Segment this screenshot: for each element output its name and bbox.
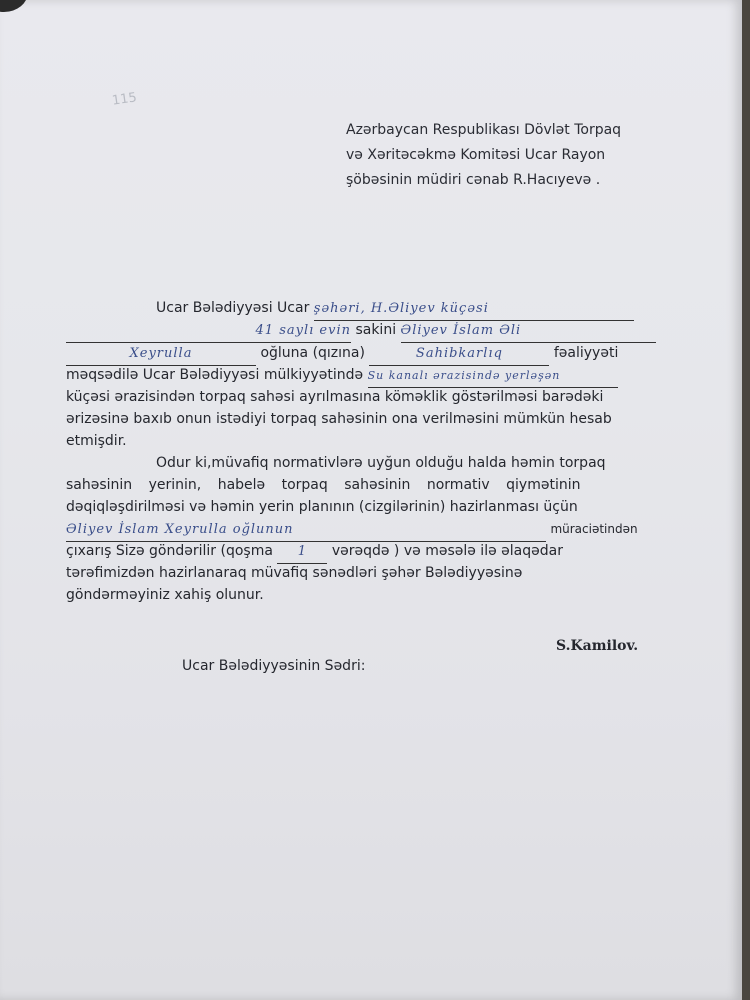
body-text: müraciətindən: [550, 522, 638, 536]
body-line-12: [66, 540, 563, 564]
body-line-6: ərizəsinə baxıb onun istədiyi torpaq sahəsinin ona verilməsini mümkün hesab: [66, 411, 612, 427]
body-line-14: göndərməyiniz xahiş olunur.: [66, 587, 264, 603]
pencil-mark: 115: [111, 90, 138, 109]
body-line-10: dəqiqləşdirilməsi və həmin yerin planının (cizgilərinin) hazirlanması üçün: [66, 499, 578, 515]
body-line-5: küçəsi ərazisindən torpaq sahəsi ayrılmasına köməklik göstərilməsi barədəki: [66, 389, 604, 405]
body-line-2: [66, 319, 656, 343]
signatory-name: S.Kamilov.: [556, 638, 639, 654]
addressee-line-3: şöbəsinin müdiri cənab R.Hacıyevə .: [346, 172, 601, 188]
handwritten-entry: Su kanalı ərazisində yerləşən: [367, 369, 561, 382]
fill-blank: [401, 319, 656, 343]
body-text: çıxarış Sizə göndərilir (qoşma: [66, 543, 273, 559]
fill-blank: [66, 342, 256, 366]
handwritten-entry: 41 saylı evin: [255, 323, 351, 338]
body-line-11: [66, 518, 638, 542]
body-text: Ucar Bələdiyyəsi Ucar: [156, 300, 310, 316]
handwritten-entry: Sahibkarlıq: [415, 346, 503, 361]
body-line-13: tərəfimizdən hazirlanaraq müvafiq sənədləri şəhər Bələdiyyəsinə: [66, 565, 523, 581]
body-line-7: etmişdir.: [66, 433, 127, 449]
handwritten-entry: Əliyev İslam Xeyrulla oğlunun: [66, 522, 294, 537]
handwritten-entry: şəhəri, H.Əliyev küçəsi: [313, 301, 489, 316]
body-text: oğluna (qızına): [260, 345, 365, 361]
addressee-line-2: və Xəritəcəkmə Komitəsi Ucar Rayon: [346, 147, 606, 163]
body-line-1: [156, 297, 634, 321]
fill-blank: [66, 319, 351, 343]
body-text: vərəqdə ) və məsələ ilə əlaqədar: [331, 543, 563, 559]
addressee-block: [346, 118, 666, 193]
corner-shadow: [0, 0, 28, 12]
body-line-8: Odur ki,müvafiq normativlərə uyğun olduğu halda həmin torpaq: [156, 455, 606, 471]
fill-blank: [277, 540, 327, 564]
fill-blank: [369, 342, 549, 366]
signatory-title: Ucar Bələdiyyəsinin Sədri:: [182, 658, 366, 674]
addressee-line-1: Azərbaycan Respublikası Dövlət Torpaq: [346, 122, 622, 138]
body-text: məqsədilə Ucar Bələdiyyəsi mülkiyyətində: [66, 367, 364, 383]
handwritten-entry: Xeyrulla: [129, 346, 193, 361]
handwritten-entry: 1: [297, 544, 308, 559]
fill-blank: [66, 518, 546, 542]
body-line-9: sahəsinin yerinin, habelə torpaq sahəsinin normativ qiymətinin: [66, 477, 581, 493]
body-line-3: [66, 342, 618, 366]
body-line-4: [66, 364, 618, 388]
body-text: fəaliyyəti: [553, 345, 619, 361]
fill-blank: [314, 297, 634, 321]
handwritten-entry: Əliyev İslam Əli: [400, 323, 522, 338]
body-text: sakini: [355, 322, 397, 338]
fill-blank: [368, 364, 618, 388]
